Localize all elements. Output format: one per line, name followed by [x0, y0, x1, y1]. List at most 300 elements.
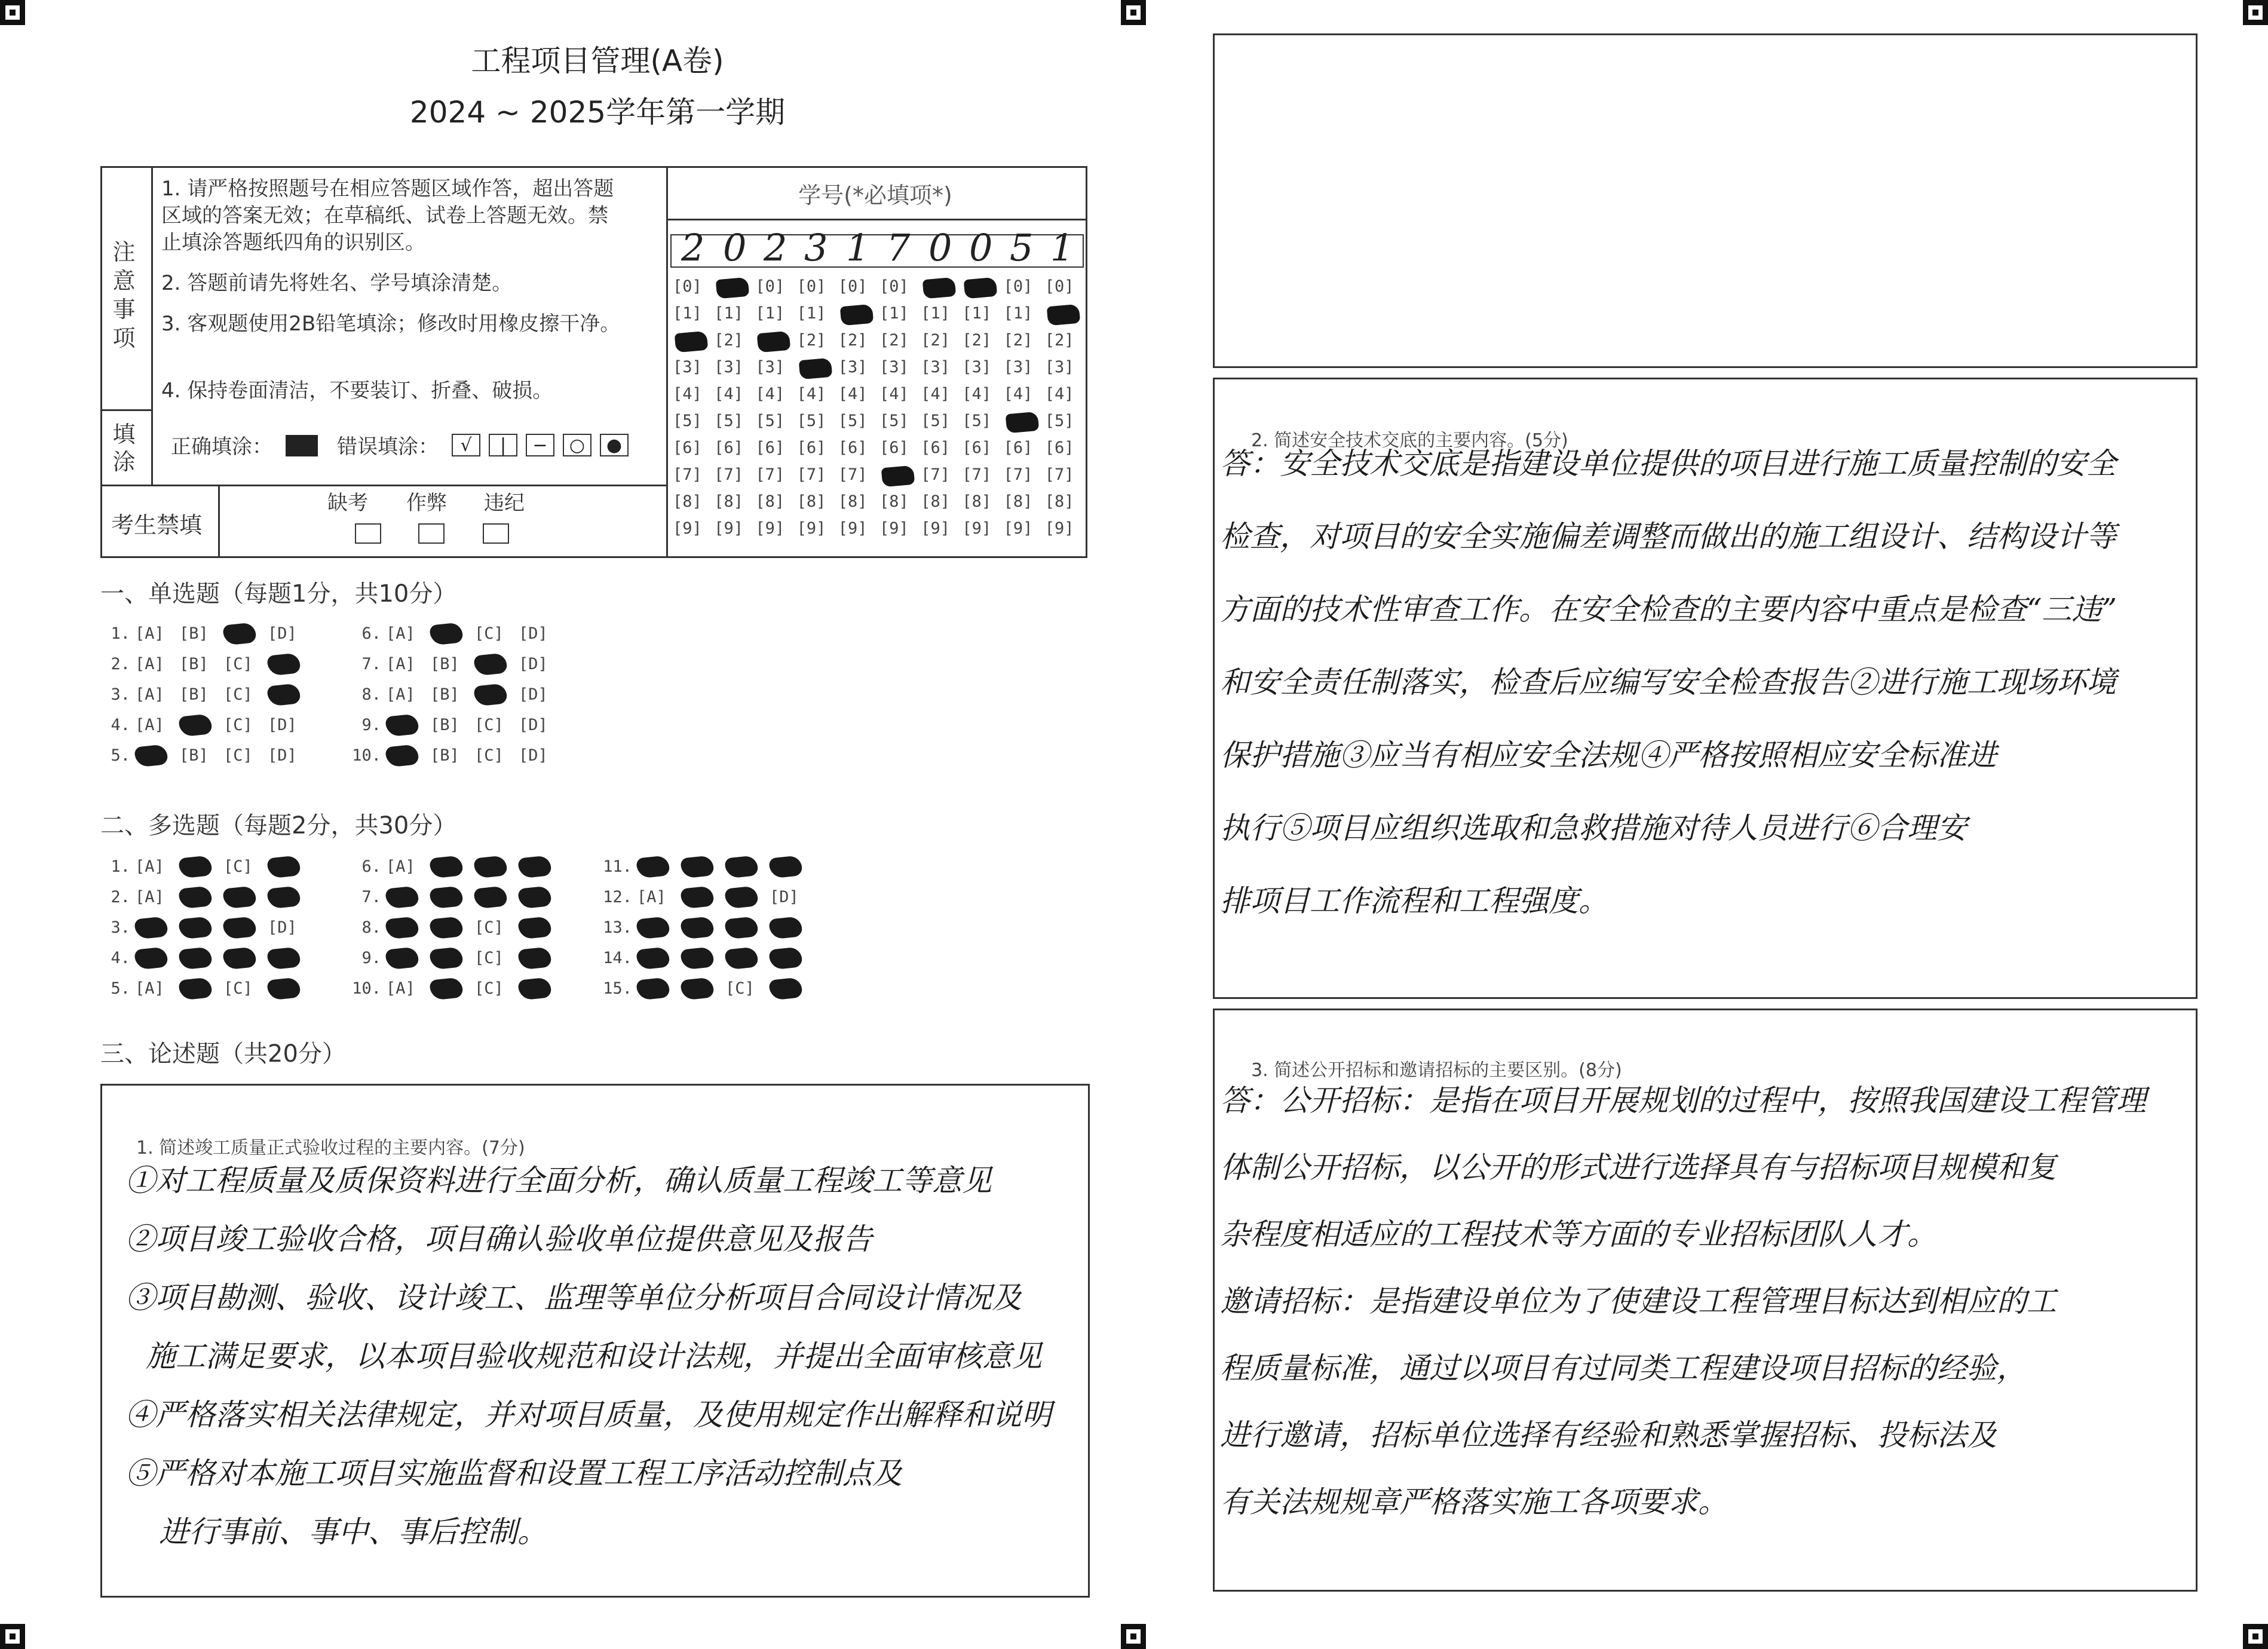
correct-fill-label: 正确填涂： [171, 435, 272, 459]
option-bubble[interactable]: [D] [519, 715, 548, 734]
option-filled[interactable] [430, 887, 474, 908]
id-bubble: [7] [1044, 465, 1074, 484]
id-bubble: [2] [714, 331, 743, 350]
filled-mark [429, 622, 463, 645]
id-bubble: [4] [962, 385, 992, 403]
answer-line: ①对工程质量及质保资料进行全面分析，确认质量工程竣工等意见 [125, 1163, 992, 1198]
filled-mark [429, 977, 463, 1000]
question-number: 13. [603, 918, 632, 937]
question-row [351, 685, 563, 705]
filled-mark [266, 683, 301, 706]
option-filled[interactable] [179, 857, 223, 877]
id-bubble: [4] [838, 385, 868, 403]
id-bubble: [4] [714, 385, 743, 403]
option-filled[interactable] [386, 715, 430, 735]
id-bubble: [2] [1044, 331, 1074, 350]
option-bubble[interactable]: [A] [135, 624, 164, 643]
id-bubble: [1] [879, 304, 909, 323]
id-bubble: [1] [755, 304, 785, 323]
question-number: 8. [361, 685, 381, 704]
question-number: 1. [111, 857, 130, 876]
option-bubble[interactable]: [A] [135, 887, 164, 906]
option-bubble[interactable]: [A] [135, 685, 164, 704]
id-digit: 5 [1010, 226, 1034, 269]
option-filled[interactable] [179, 918, 223, 938]
id-bubble: [2] [962, 331, 992, 350]
option-bubble[interactable]: [C] [223, 979, 253, 998]
option-bubble[interactable]: [C] [223, 654, 253, 673]
question-row [351, 979, 563, 999]
filled-mark [680, 885, 714, 909]
option-filled[interactable] [681, 918, 725, 938]
id-bubble: [6] [673, 439, 702, 457]
id-bubble: [9] [673, 519, 702, 538]
option-bubble[interactable]: [B] [179, 746, 209, 765]
filled-mark [178, 855, 212, 878]
question-number: 6. [361, 857, 381, 876]
filled-mark [473, 652, 507, 676]
forbid-option-violation: 违纪 [484, 491, 525, 515]
id-bubble: [4] [1044, 385, 1074, 403]
filled-mark [178, 713, 212, 737]
option-bubble[interactable]: [D] [519, 746, 548, 765]
forbid-option-absent: 缺考 [327, 491, 368, 515]
option-filled[interactable] [474, 887, 519, 908]
id-bubble: [1] [714, 304, 743, 323]
id-bubble: [1] [1003, 304, 1033, 323]
option-filled[interactable] [179, 979, 223, 999]
question-number: 15. [603, 979, 632, 998]
option-bubble[interactable]: [B] [179, 685, 209, 704]
id-bubble: [7] [838, 465, 868, 484]
filled-mark [222, 622, 256, 645]
option-bubble[interactable]: [A] [135, 979, 164, 998]
question-number: 4. [111, 715, 130, 734]
option-filled[interactable] [223, 624, 268, 644]
question-row [100, 887, 312, 908]
option-filled[interactable] [681, 979, 725, 999]
id-bubble-filled [922, 277, 957, 299]
option-bubble[interactable]: [D] [519, 685, 548, 704]
id-bubble-filled [798, 358, 832, 380]
id-bubble: [3] [1044, 358, 1074, 376]
option-filled[interactable] [681, 887, 725, 908]
id-bubble: [7] [673, 465, 702, 484]
corner-marker-top-right [2243, 0, 2268, 25]
option-bubble[interactable]: [D] [268, 624, 297, 643]
id-bubble: [8] [962, 492, 992, 511]
option-bubble[interactable]: [D] [519, 624, 548, 643]
option-bubble[interactable]: [C] [474, 624, 504, 643]
id-bubble: [8] [921, 492, 950, 511]
option-filled[interactable] [637, 948, 681, 968]
id-bubble: [9] [796, 519, 826, 538]
option-filled[interactable] [519, 979, 563, 999]
id-bubble: [2] [796, 331, 826, 350]
option-filled[interactable] [268, 685, 312, 705]
id-bubble: [2] [921, 331, 950, 350]
option-filled[interactable] [770, 979, 814, 999]
id-bubble: [2] [879, 331, 909, 350]
question-number: 10. [352, 746, 381, 765]
question-row [100, 654, 312, 675]
option-filled[interactable] [386, 918, 430, 938]
filled-mark [680, 855, 714, 878]
question-row [100, 979, 312, 999]
id-bubble: [9] [1003, 519, 1033, 538]
filled-mark [385, 713, 419, 737]
option-bubble[interactable]: [C] [223, 857, 253, 876]
option-bubble[interactable]: [C] [474, 918, 504, 937]
id-bubble: [0] [673, 277, 702, 296]
option-filled[interactable] [268, 654, 312, 675]
id-bubble: [0] [755, 277, 785, 296]
id-bubble: [8] [879, 492, 909, 511]
filled-mark [266, 652, 301, 676]
question-number: 1. [111, 624, 130, 643]
option-bubble[interactable]: [A] [386, 685, 415, 704]
id-bubble: [0] [1044, 277, 1074, 296]
correct-fill-sample [286, 435, 318, 456]
question-row [602, 979, 814, 999]
option-filled[interactable] [474, 654, 519, 675]
option-bubble[interactable]: [B] [179, 654, 209, 673]
answer-line: ③项目勘测、验收、设计竣工、监理等单位分析项目合同设计情况及 [125, 1280, 1022, 1315]
answer-line: 检查，对项目的安全实施偏差调整而做出的施工组设计、结构设计等 [1220, 519, 2116, 554]
question-number: 14. [603, 948, 632, 967]
blank-answer-box [1213, 33, 2197, 368]
option-bubble[interactable]: [D] [268, 746, 297, 765]
id-bubble: [0] [1003, 277, 1033, 296]
question-row [351, 887, 563, 908]
question-row [602, 857, 814, 877]
filled-mark [473, 855, 507, 878]
option-bubble[interactable]: [A] [386, 979, 415, 998]
id-bubble: [5] [796, 412, 826, 430]
id-bubble: [6] [714, 439, 743, 457]
notice-item-1: 1. 请严格按照题号在相应答题区域作答，超出答题区域的答案无效；在草稿纸、试卷上答题无效。禁止填涂答题纸四角的识别区。 [161, 177, 614, 255]
filled-mark [636, 946, 670, 970]
filled-mark [178, 885, 212, 909]
question-row [351, 654, 563, 675]
id-bubble: [5] [921, 412, 950, 430]
id-digit: 2 [764, 226, 787, 269]
id-bubble: [9] [879, 519, 909, 538]
filled-mark [473, 683, 507, 706]
filled-mark [768, 977, 802, 1000]
option-filled[interactable] [430, 624, 474, 644]
option-bubble[interactable]: [C] [725, 979, 755, 998]
option-bubble[interactable]: [B] [430, 654, 459, 673]
answer-line: 有关法规规章严格落实施工各项要求。 [1220, 1485, 1728, 1519]
section3-title: 三、论述题（共20分） [100, 1040, 346, 1068]
filled-mark [385, 946, 419, 970]
question-row [100, 685, 312, 705]
option-bubble[interactable]: [C] [474, 746, 504, 765]
question-number: 2. [111, 887, 130, 906]
filled-mark [768, 916, 802, 939]
option-filled[interactable] [223, 887, 268, 908]
answer-line: 和安全责任制落实，检查后应编写安全检查报告②进行施工现场环境 [1220, 665, 2116, 700]
option-bubble[interactable]: [B] [430, 746, 459, 765]
filled-mark [222, 916, 256, 939]
id-bubble: [2] [838, 331, 868, 350]
option-filled[interactable] [430, 857, 474, 877]
filled-mark [680, 977, 714, 1000]
filled-mark [385, 744, 419, 767]
option-filled[interactable] [519, 887, 563, 908]
filled-mark [178, 916, 212, 939]
option-filled[interactable] [770, 918, 814, 938]
option-filled[interactable] [135, 746, 179, 766]
section1-title: 一、单选题（每题1分，共10分） [100, 580, 457, 608]
option-filled[interactable] [386, 948, 430, 968]
option-filled[interactable] [430, 918, 474, 938]
id-bubble-filled [1005, 412, 1039, 434]
filled-mark [517, 855, 551, 878]
answer-line: 程质量标准，通过以项目有过同类工程建设项目招标的经验， [1220, 1351, 2027, 1386]
filled-mark [724, 885, 758, 909]
answer-line: ④严格落实相关法律规定，并对项目质量，及使用规定作出解释和说明 [125, 1397, 1052, 1432]
filled-mark [178, 946, 212, 970]
option-filled[interactable] [179, 715, 223, 735]
filled-mark [429, 946, 463, 970]
id-digit: 7 [887, 226, 911, 269]
question-row [351, 948, 563, 968]
option-filled[interactable] [268, 979, 312, 999]
id-bubble: [5] [673, 412, 702, 430]
id-bubble-filled [1047, 304, 1081, 326]
option-filled[interactable] [430, 979, 474, 999]
option-filled[interactable] [519, 948, 563, 968]
id-digit: 3 [804, 226, 828, 269]
option-filled[interactable] [474, 857, 519, 877]
option-filled[interactable] [637, 918, 681, 938]
id-bubble: [6] [796, 439, 826, 457]
option-filled[interactable] [135, 948, 179, 968]
option-bubble[interactable]: [C] [474, 715, 504, 734]
option-bubble[interactable]: [A] [135, 857, 164, 876]
id-bubble: [0] [796, 277, 826, 296]
option-bubble[interactable]: [A] [135, 715, 164, 734]
answer-line: 体制公开招标，以公开的形式进行选择具有与招标项目规模和复 [1220, 1150, 2056, 1185]
option-filled[interactable] [223, 918, 268, 938]
corner-marker-top-left [0, 0, 25, 25]
option-bubble[interactable]: [C] [474, 979, 504, 998]
answer-line: 保护措施③应当有相应安全法规④严格按照相应安全标准进 [1220, 738, 1997, 773]
filled-mark [134, 744, 168, 767]
option-filled[interactable] [268, 887, 312, 908]
filled-mark [473, 885, 507, 909]
id-bubble: [3] [838, 358, 868, 376]
question-number: 3. [111, 685, 130, 704]
id-bubble: [4] [796, 385, 826, 403]
id-digit: 0 [928, 226, 952, 269]
option-bubble[interactable]: [D] [770, 887, 799, 906]
id-bubble: [1] [673, 304, 702, 323]
id-bubble: [0] [838, 277, 868, 296]
filled-mark [266, 977, 301, 1000]
option-bubble[interactable]: [A] [386, 624, 415, 643]
option-filled[interactable] [268, 857, 312, 877]
option-bubble[interactable]: [A] [637, 887, 666, 906]
question-number: 2. [111, 654, 130, 673]
filled-mark [517, 885, 551, 909]
option-bubble[interactable]: [C] [223, 715, 253, 734]
forbid-checkbox-absent[interactable] [355, 523, 381, 544]
option-bubble[interactable]: [C] [223, 746, 253, 765]
filled-mark [768, 946, 802, 970]
filled-mark [517, 946, 551, 970]
id-bubble: [4] [879, 385, 909, 403]
wrong-fill-label: 错误填涂： [337, 435, 439, 459]
question-row [100, 624, 312, 644]
option-bubble[interactable]: [B] [179, 624, 209, 643]
option-bubble[interactable]: [A] [135, 654, 164, 673]
filled-mark [385, 885, 419, 909]
id-bubble: [3] [755, 358, 785, 376]
filled-mark [222, 946, 256, 970]
id-bubble: [9] [755, 519, 785, 538]
option-bubble[interactable]: [A] [386, 654, 415, 673]
id-bubble: [9] [1044, 519, 1074, 538]
question-number: 5. [111, 746, 130, 765]
notice-item-4: 4. 保持卷面清洁，不要装订、折叠、破损。 [161, 379, 553, 403]
id-digit: 1 [1050, 226, 1074, 269]
corner-marker-bottom-center [1121, 1624, 1146, 1649]
id-bubble: [7] [962, 465, 992, 484]
question-row [100, 715, 312, 735]
id-bubble: [5] [879, 412, 909, 430]
id-bubble: [4] [921, 385, 950, 403]
option-bubble[interactable]: [D] [268, 918, 297, 937]
student-id-header: 学号(*必填项*) [798, 182, 952, 209]
question-row [351, 624, 563, 644]
id-bubble-filled [881, 465, 915, 488]
question-number: 3. [111, 918, 130, 937]
option-filled[interactable] [135, 918, 179, 938]
id-bubble: [5] [755, 412, 785, 430]
option-filled[interactable] [179, 887, 223, 908]
filled-mark [680, 946, 714, 970]
answer-line: 答：公开招标：是指在项目开展规划的过程中，按照我国建设工程管理 [1220, 1083, 2146, 1118]
option-filled[interactable] [179, 948, 223, 968]
option-filled[interactable] [725, 857, 770, 877]
question-row [100, 948, 312, 968]
option-bubble[interactable]: [D] [519, 654, 548, 673]
question-row [602, 948, 814, 968]
id-bubble: [3] [962, 358, 992, 376]
question-number: 8. [361, 918, 381, 937]
question-row [100, 918, 312, 938]
option-bubble[interactable]: [D] [268, 715, 297, 734]
option-bubble[interactable]: [C] [223, 685, 253, 704]
corner-marker-bottom-right [2243, 1624, 2268, 1649]
id-bubble: [4] [755, 385, 785, 403]
option-filled[interactable] [223, 948, 268, 968]
question-row [351, 746, 563, 766]
id-bubble-filled [757, 331, 791, 353]
option-filled[interactable] [474, 685, 519, 705]
question-row [602, 918, 814, 938]
option-filled[interactable] [725, 918, 770, 938]
filled-mark [134, 916, 168, 939]
id-bubble: [9] [921, 519, 950, 538]
forbid-checkbox-cheat[interactable] [418, 523, 445, 544]
id-bubble: [1] [962, 304, 992, 323]
id-digit: 0 [969, 226, 993, 269]
question-row [100, 746, 312, 766]
option-filled[interactable] [430, 948, 474, 968]
exam-title: 工程项目管理(A卷) [471, 44, 724, 78]
option-filled[interactable] [681, 857, 725, 877]
essay2-prompt: 2. 简述安全技术交底的主要内容。(5分) [1251, 430, 1568, 451]
option-filled[interactable] [637, 979, 681, 999]
id-bubble: [6] [1044, 439, 1074, 457]
id-bubble: [7] [755, 465, 785, 484]
forbid-checkbox-violation[interactable] [483, 523, 509, 544]
filled-mark [724, 916, 758, 939]
option-filled[interactable] [386, 887, 430, 908]
question-row [351, 715, 563, 735]
question-row [351, 857, 563, 877]
option-filled[interactable] [637, 857, 681, 877]
forbid-label: 考生禁填 [111, 512, 203, 538]
corner-marker-top-center [1121, 0, 1146, 25]
option-bubble[interactable]: [B] [430, 715, 459, 734]
id-bubble: [5] [962, 412, 992, 430]
id-bubble: [8] [838, 492, 868, 511]
filled-mark [266, 855, 301, 878]
option-filled[interactable] [268, 948, 312, 968]
id-bubble: [6] [879, 439, 909, 457]
filled-mark [429, 916, 463, 939]
id-digit: 1 [846, 226, 870, 269]
id-bubble: [6] [962, 439, 992, 457]
id-bubble: [9] [962, 519, 992, 538]
question-number: 7. [361, 887, 381, 906]
option-filled[interactable] [519, 857, 563, 877]
filled-mark [636, 977, 670, 1000]
id-bubble: [7] [714, 465, 743, 484]
question-number: 7. [361, 654, 381, 673]
option-bubble[interactable]: [C] [474, 948, 504, 967]
question-row [351, 918, 563, 938]
option-filled[interactable] [681, 948, 725, 968]
id-bubble: [8] [1003, 492, 1033, 511]
id-bubble: [1] [796, 304, 826, 323]
option-filled[interactable] [770, 948, 814, 968]
filled-mark [517, 916, 551, 939]
question-number: 9. [361, 948, 381, 967]
option-filled[interactable] [725, 948, 770, 968]
filled-mark [724, 946, 758, 970]
id-bubble: [9] [714, 519, 743, 538]
option-filled[interactable] [519, 918, 563, 938]
filled-mark [517, 977, 551, 1000]
answer-line: 进行邀请，招标单位选择有经验和熟悉掌握招标、投标法及 [1220, 1418, 1997, 1452]
option-filled[interactable] [725, 887, 770, 908]
id-bubble: [4] [673, 385, 702, 403]
answer-line: 方面的技术性审查工作。在安全检查的主要内容中重点是检查“三违” [1220, 592, 2117, 627]
option-bubble[interactable]: [B] [430, 685, 459, 704]
option-bubble[interactable]: [A] [386, 857, 415, 876]
id-bubble: [3] [1003, 358, 1033, 376]
filled-mark [429, 885, 463, 909]
question-row [602, 887, 814, 908]
option-filled[interactable] [770, 857, 814, 877]
option-filled[interactable] [386, 746, 430, 766]
